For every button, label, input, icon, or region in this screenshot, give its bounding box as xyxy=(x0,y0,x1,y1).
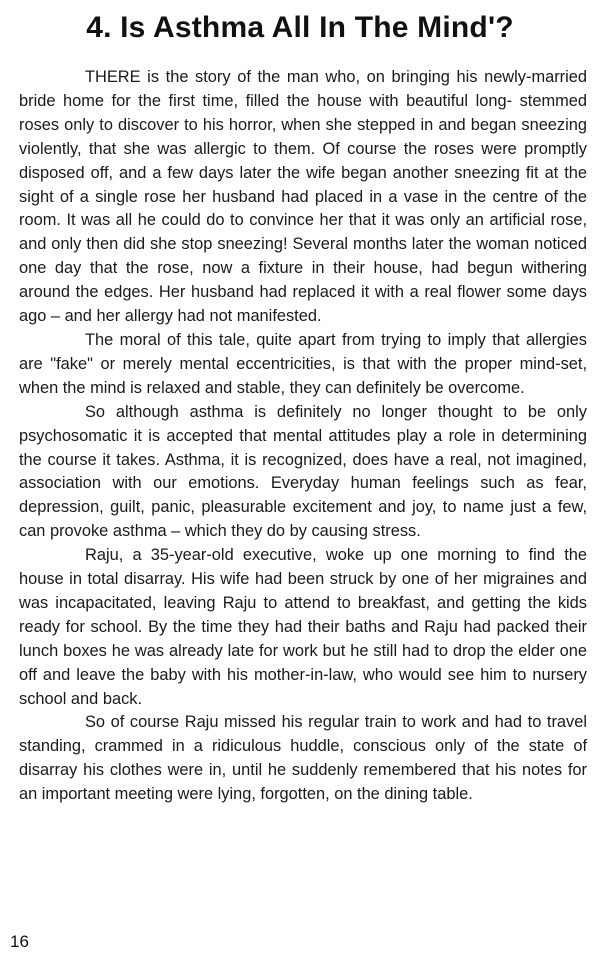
paragraph-raju-morning: Raju, a 35-year-old executive, woke up one morning to find the house in total disarray. His wife had been struck by one of her migraines and was incapacitated, leaving Raju to attend to breakfast, and getting the kids ready for school. By the time they had their baths and Raju had packed their lunch boxes he was already late for work but he still had to drop the elder one off and leave the baby with his mother-in-law, who would see him to nursery school and back. xyxy=(19,546,587,708)
page-number: 16 xyxy=(10,932,29,951)
paragraph-moral: The moral of this tale, quite apart from trying to imply that allergies are "fake" or merely mental eccentricities, is that with the proper mind-set, when the mind is relaxed and stable, they can definitely be overcome. xyxy=(19,330,587,397)
body-text xyxy=(19,66,587,807)
paragraph-rose-story: THERE is the story of the man who, on bringing his newly-married bride home for the first time, filled the house with beautiful long- stemmed roses only to discover to his horror, when she stepped in and began sneezing violently, that she was allergic to them. Of course the roses were promptly disposed off, and a few days later the wife began another sneezing fit at the sight of a single rose her husband had placed in a vase in the centre of the room. It was all he could do to convince her that it was only an artificial rose, and only then did she stop sneezing! Several months later the woman noticed one day that the rose, now a fixture in their house, had begun withering around the edges. Her husband had replaced it with a real flower some days ago – and her allergy had not manifested. xyxy=(19,68,587,326)
paragraph-raju-train: So of course Raju missed his regular train to work and had to travel standing, crammed in a ridiculous huddle, conscious only of the state of disarray his clothes were in, until he suddenly remembered that his notes for an important meeting were lying, forgotten, on the dining table. xyxy=(19,713,587,804)
paragraph-asthma-emotions: So although asthma is definitely no longer thought to be only psychosomatic it is accepted that mental attitudes play a role in determining the course it takes. Asthma, it is recognized, does have a real, not imagined, association with our emotions. Everyday human feelings such as fear, depression, guilt, panic, pleasurable excitement and joy, to name just a few, can provoke asthma – which they do by causing stress. xyxy=(19,402,587,541)
chapter-title: 4. Is Asthma All In The Mind'? xyxy=(86,11,514,44)
